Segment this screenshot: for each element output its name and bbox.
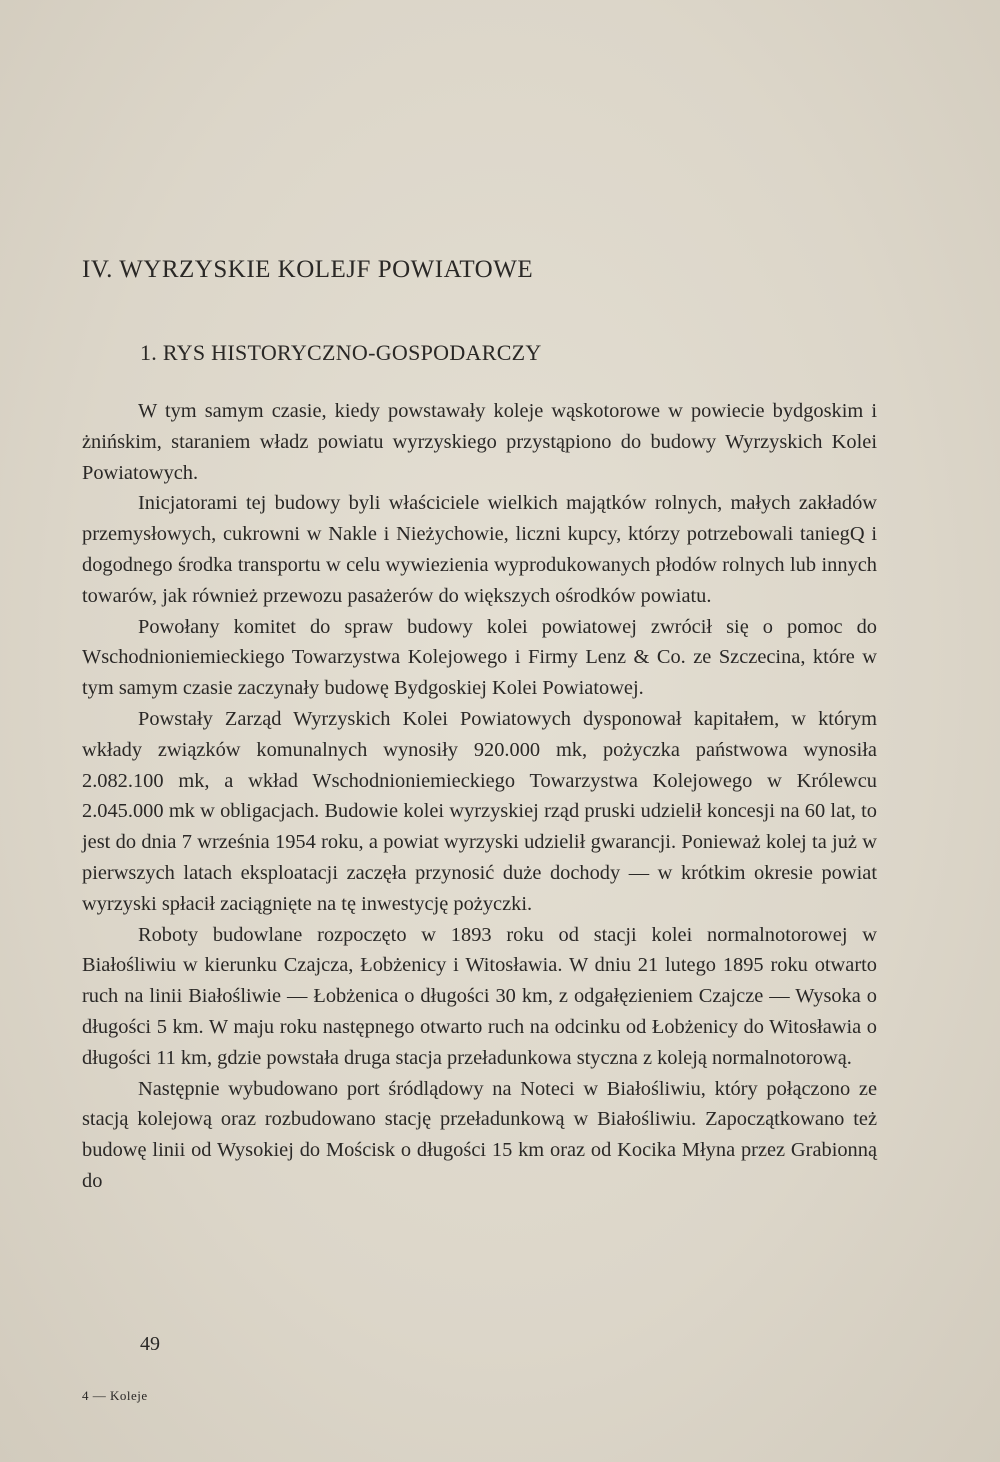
section-title: 1. RYS HISTORYCZNO-GOSPODARCZY <box>140 340 542 365</box>
paragraph: Powstały Zarząd Wyrzyskich Kolei Powiatowych dysponował kapitałem, w którym wkłady związków komunalnych wynosiły 920.000 mk, pożyczka państwowa wynosiła 2.082.100 mk, a wkład Wschodnioniemieckiego Towarzystwa Kolejowego w Królewcu 2.045.000 mk w obligacjach. Budowie kolei wyrzyskiej rząd pruski udzielił koncesji na 60 lat, to jest do dnia 7 września 1954 roku, a powiat wyrzyski udzielił gwarancji. Ponieważ kolej ta już w pierwszych latach eksploatacji zaczęła przynosić duże dochody — w krótkim okresie powiat wyrzyski spłacił zaciągnięte na tę inwestycję pożyczki. <box>82 707 877 915</box>
paragraph: Następnie wybudowano port śródlądowy na Noteci w Białośliwiu, który połączono ze stacją kolejową oraz rozbudowano stację przeładunkową w Białośliwiu. Zapoczątkowano też budowę linii od Wysokiej do Mościsk o długości 15 km oraz od Kocika Młyna przez Grabionną do <box>82 1077 877 1192</box>
page-number: 49 <box>140 1333 160 1355</box>
printer-signature: 4 — Koleje <box>82 1388 148 1403</box>
paragraph: Roboty budowlane rozpoczęto w 1893 roku od stacji kolei normalnotorowej w Białośliwiu w kierunku Czajcza, Łobżenicy i Witosławia. W dniu 21 lutego 1895 roku otwarto ruch na linii Białośliwie — Łobżenica o długości 30 km, z odgałęzieniem Czajcze — Wysoka o długości 5 km. W maju roku następnego otwarto ruch na odcinku od Łobżenicy do Witosławia o długości 11 km, gdzie powstała druga stacja przeładunkowa styczna z koleją normalnotorową. <box>82 923 877 1069</box>
paragraph: W tym samym czasie, kiedy powstawały koleje wąskotorowe w powiecie bydgoskim i żnińskim, staraniem władz powiatu wyrzyskiego przystąpiono do budowy Wyrzyskich Kolei Powiatowych. <box>82 400 877 484</box>
paragraph: Inicjatorami tej budowy byli właściciele wielkich majątków rolnych, małych zakładów przemysłowych, cukrowni w Nakle i Nieżychowie, liczni kupcy, którzy potrzebowali taniegQ i dogodnego środka transportu w celu wywiezienia wyprodukowanych płodów rolnych lub innych towarów, jak również przewozu pasażerów do większych ośrodków powiatu. <box>82 492 877 607</box>
chapter-title: IV. WYRZYSKIE KOLEJF POWIATOWE <box>82 256 534 283</box>
body-text <box>82 396 877 1197</box>
paragraph: Powołany komitet do spraw budowy kolei powiatowej zwrócił się o pomoc do Wschodnioniemieckiego Towarzystwa Kolejowego i Firmy Lenz & Co. ze Szczecina, które w tym samym czasie zaczynały budowę Bydgoskiej Kolei Powiatowej. <box>82 615 877 700</box>
